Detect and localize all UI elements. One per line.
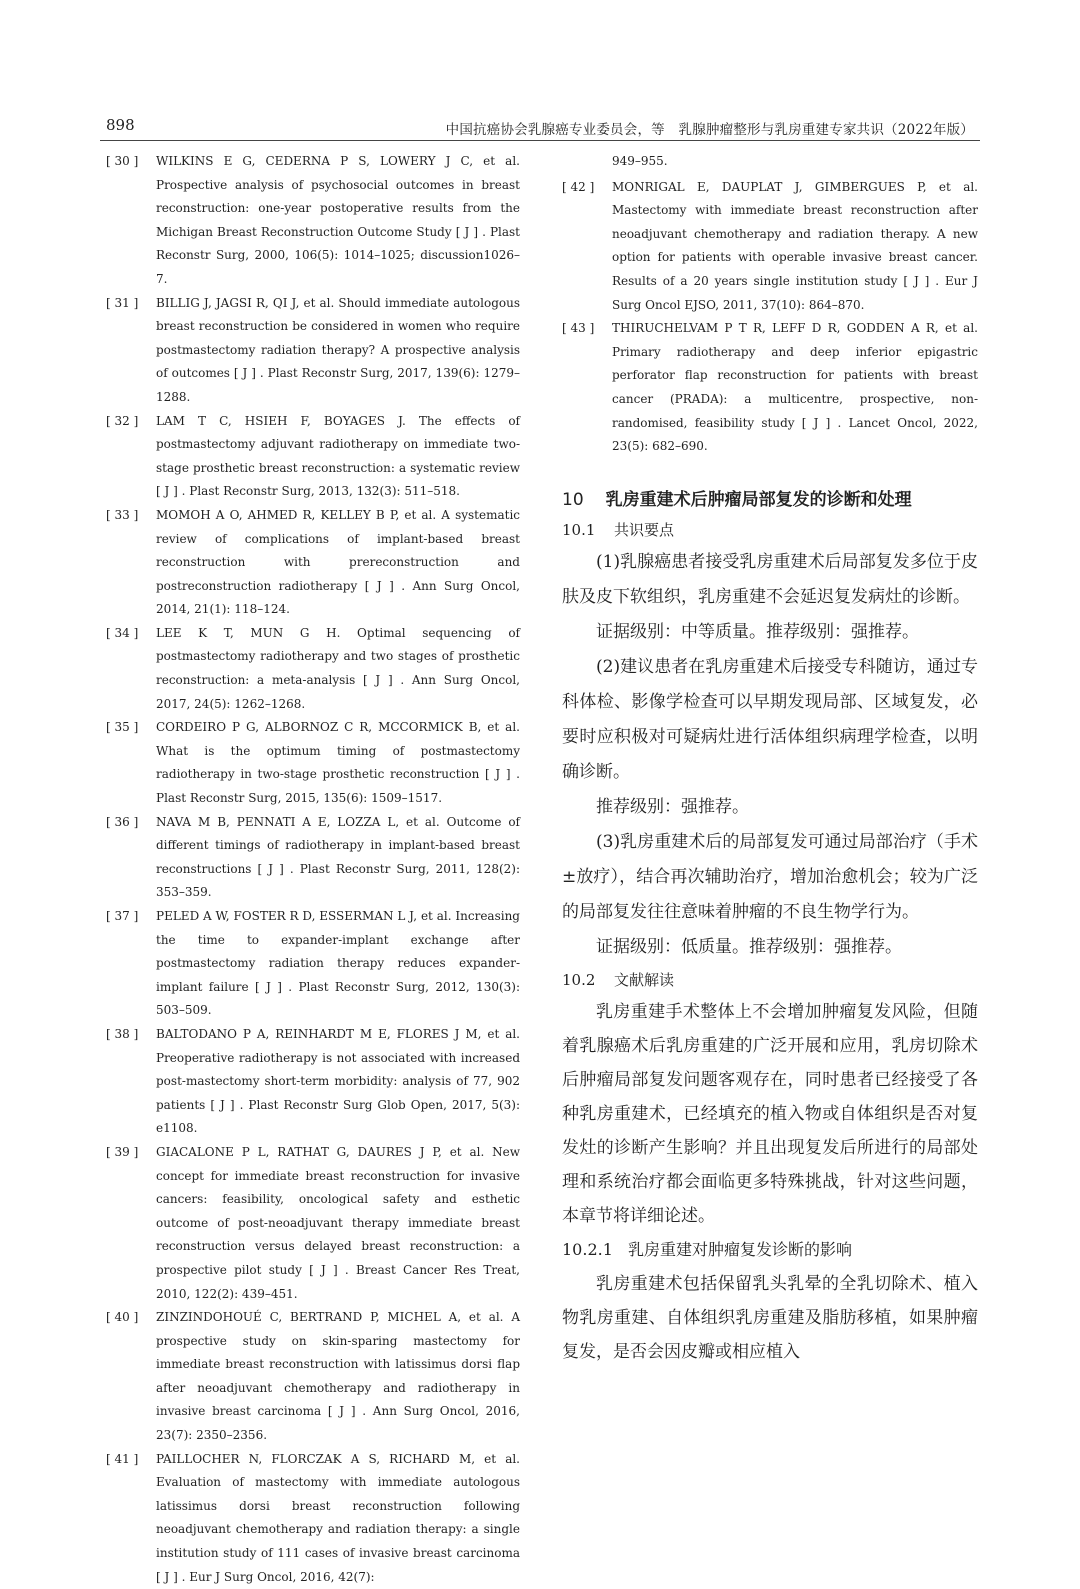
subsection-number: 10.2 (562, 970, 596, 989)
body-paragraph: 乳房重建术包括保留乳头乳晕的全乳切除术、植入物乳房重建、自体组织乳房重建及脂肪移植，如果肿瘤复发，是否会因皮瓣或相应植入 (562, 1273, 978, 1362)
reference-number: [ 39 ] (106, 1144, 139, 1159)
section-number: 10 (562, 489, 584, 510)
subsubsection-title: 乳房重建对肿瘤复发诊断的影响 (628, 1239, 853, 1259)
reference-number: [ 31 ] (106, 295, 139, 310)
reference-item (106, 150, 520, 292)
right-column (562, 150, 978, 1369)
reference-number: [ 34 ] (106, 625, 139, 640)
reference-number: [ 33 ] (106, 507, 139, 522)
section-heading (562, 485, 978, 515)
recommendation-level: 推荐级别：强推荐。 (596, 796, 749, 817)
reference-item (106, 1141, 520, 1306)
reference-item (562, 176, 978, 318)
reference-text: LEE K T, MUN G H. Optimal sequencing of postmastectomy radiotherapy and two stages of prosthetic reconstruction: a meta-analysis [ J ] . Ann Surg Oncol, 2017, 24(5): 1262–1268. (156, 625, 520, 711)
reference-item (106, 811, 520, 905)
consensus-point: (3)乳房重建术后的局部复发可通过局部治疗（手术±放疗），结合再次辅助治疗，增加治愈机会；较为广泛的局部复发往往意味着肿瘤的不良生物学行为。 (562, 831, 978, 922)
consensus-point: (2)建议患者在乳房重建术后接受专科随访，通过专科体检、影像学检查可以早期发现局部、区域复发，必要时应积极对可疑病灶进行活体组织病理学检查，以明确诊断。 (562, 656, 978, 782)
subsection-title: 共识要点 (614, 520, 675, 539)
reference-text: BILLIG J, JAGSI R, QI J, et al. Should immediate autologous breast reconstruction be considered in women who require postmastectomy radiation therapy? A prospective analysis of outcomes [ J ] . Plast Reconstr Surg, 2017, 139(6): 1279–1288. (156, 295, 520, 404)
reference-item (562, 317, 978, 459)
reference-number: [ 36 ] (106, 814, 139, 829)
reference-text: GIACALONE P L, RATHAT G, DAURES J P, et al. New concept for immediate breast reconstruction for invasive cancers: feasibility, oncological safety and esthetic outcome of post-neoadjuvant therapy immediate breast reconstruction versus delayed breast reconstruction: a prospective pilot study [ J ] . Breast Cancer Res Treat, 2010, 122(2): 439–451. (156, 1144, 520, 1301)
reference-text: CORDEIRO P G, ALBORNOZ C R, MCCORMICK B, et al. What is the optimum timing of postmastectomy radiotherapy in two-stage prosthetic reconstruction [ J ] . Plast Reconstr Surg, 2015, 135(6): 1509–1517. (156, 720, 520, 806)
reference-text: PAILLOCHER N, FLORCZAK A S, RICHARD M, et al. Evaluation of mastectomy with immediate autologous latissimus dorsi breast reconstruction following neoadjuvant chemotherapy and radiation therapy: a single institution study of 111 cases of invasive breast carcinoma [ J ] . Eur J Surg Oncol, 2016, 42(7): (156, 1451, 520, 1584)
reference-item (106, 905, 520, 1023)
reference-number: [ 32 ] (106, 413, 139, 428)
reference-number: [ 37 ] (106, 909, 139, 923)
evidence-level: 证据级别：中等质量。推荐级别：强推荐。 (596, 621, 919, 642)
reference-text: THIRUCHELVAM P T R, LEFF D R, GODDEN A R, et al. Primary radiotherapy and deep inferior epigastric perforator flap reconstruction for patients with breast cancer (PRADA): a multicentre, prospective, non-randomised, feasibility study [ J ] . Lancet Oncol, 2022, 23(5): 682–690. (612, 321, 978, 454)
reference-number: [ 40 ] (106, 1310, 139, 1325)
reference-item (106, 410, 520, 504)
reference-text: ZINZINDOHOUÉ C, BERTRAND P, MICHEL A, et al. A prospective study on skin-sparing mastectomy for immediate breast reconstruction with latissimus dorsi flap after neoadjuvant chemotherapy and radiotherapy in invasive breast carcinoma [ J ] . Ann Surg Oncol, 2016, 23(7): 2350–2356. (156, 1310, 520, 1443)
subsection-heading (562, 515, 978, 545)
subsection-title: 文献解读 (614, 970, 675, 989)
subsection-number: 10.1 (562, 520, 596, 539)
reference-number: [ 38 ] (106, 1026, 139, 1041)
reference-number: [ 42 ] (562, 179, 595, 194)
left-column (106, 150, 520, 1589)
reference-text: WILKINS E G, CEDERNA P S, LOWERY J C, et al. Prospective analysis of psychosocial outcomes in breast reconstruction: one-year postoperative results from the Michigan Breast Reconstruction Outcome Study [ J ] . Plast Reconstr Surg, 2000, 106(5): 1014–1025; discussion1026–7. (156, 154, 520, 286)
page-number: 898 (106, 116, 135, 134)
reference-number: [ 41 ] (106, 1451, 139, 1466)
reference-text: PELED A W, FOSTER R D, ESSERMAN L J, et al. Increasing the time to expander-implant exchange after postmastectomy radiation therapy reduces expander-implant failure [ J ] . Plast Reconstr Surg, 2012, 130(3): 503–509. (156, 909, 520, 1018)
reference-item (106, 1306, 520, 1448)
evidence-level: 证据级别：低质量。推荐级别：强推荐。 (596, 936, 902, 957)
reference-text: MONRIGAL E, DAUPLAT J, GIMBERGUES P, et al. Mastectomy with immediate breast reconstruction after neoadjuvant chemotherapy and radiation therapy. A new option for patients with operable invasive breast cancer. Results of a 20 years single institution study [ J ] . Eur J Surg Oncol EJSO, 2011, 37(10): 864–870. (612, 179, 978, 312)
reference-item (106, 1023, 520, 1141)
reference-text: LAM T C, HSIEH F, BOYAGES J. The effects of postmastectomy adjuvant radiotherapy on immediate two-stage prosthetic breast reconstruction: a systematic review [ J ] . Plast Reconstr Surg, 2013, 132(3): 511–518. (156, 413, 520, 499)
subsubsection-number: 10.2.1 (562, 1239, 613, 1259)
body-paragraph: 乳房重建手术整体上不会增加肿瘤复发风险，但随着乳腺癌术后乳房重建的广泛开展和应用，乳房切除术后肿瘤局部复发问题客观存在，同时患者已经接受了各种乳房重建术，已经填充的植入物或自体组织是否对复发灶的诊断产生影响？并且出现复发后所进行的局部处理和系统治疗都会面临更多特殊挑战，针对这些问题，本章节将详细论述。 (562, 1001, 978, 1226)
running-title: 中国抗癌协会乳腺癌专业委员会，等 乳腺肿瘤整形与乳房重建专家共识（2022年版） (445, 122, 974, 138)
reference-number: [ 30 ] (106, 154, 139, 168)
reference-item (106, 1448, 520, 1589)
page-header (100, 116, 980, 141)
section-title: 乳房重建术后肿瘤局部复发的诊断和处理 (605, 489, 912, 510)
reference-text: NAVA M B, PENNATI A E, LOZZA L, et al. Outcome of different timings of radiotherapy in implant-based breast reconstructions [ J ] . Plast Reconstr Surg, 2011, 128(2): 353–359. (156, 814, 520, 900)
reference-number: [ 43 ] (562, 321, 595, 336)
subsubsection-heading (562, 1233, 978, 1267)
reference-text: MOMOH A O, AHMED R, KELLEY B P, et al. A systematic review of complications of implant-based breast reconstruction with prereconstruction and postreconstruction radiotherapy [ J ] . Ann Surg Oncol, 2014, 21(1): 118–124. (156, 507, 520, 617)
reference-item (106, 716, 520, 810)
reference-text: BALTODANO P A, REINHARDT M E, FLORES J M, et al. Preoperative radiotherapy is not associated with increased post-mastectomy short-term morbidity: analysis of 77, 902 patients [ J ] . Plast Reconstr Surg Glob Open, 2017, 5(3): e1108. (156, 1026, 520, 1136)
reference-item (106, 292, 520, 410)
subsection-heading (562, 965, 978, 995)
reference-item (106, 622, 520, 716)
reference-continuation: 949–955. (612, 154, 668, 168)
reference-item (106, 504, 520, 622)
consensus-point: (1)乳腺癌患者接受乳房重建术后局部复发多位于皮肤及皮下软组织，乳房重建不会延迟复发病灶的诊断。 (562, 551, 978, 607)
reference-number: [ 35 ] (106, 720, 139, 735)
